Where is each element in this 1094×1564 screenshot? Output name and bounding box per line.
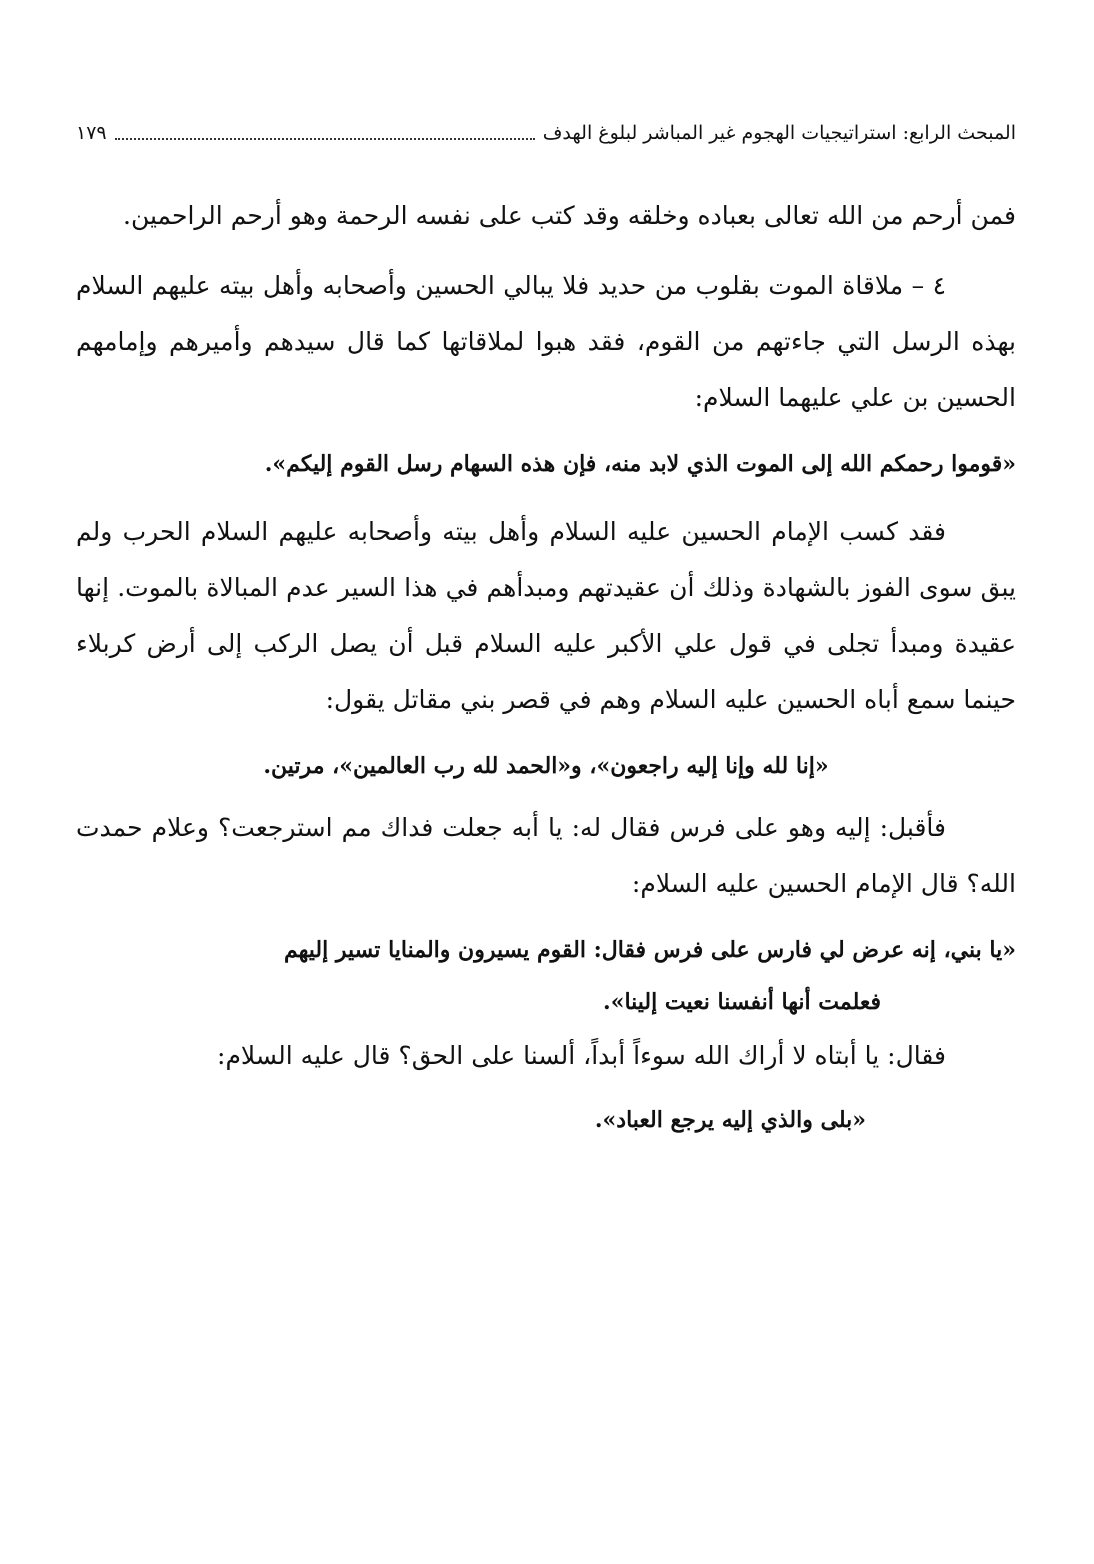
quote-4: «بلى والذي إليه يرجع العباد». — [594, 1107, 866, 1133]
quote-3-line-2: فعلمت أنها أنفسنا نعيت إلينا». — [603, 989, 881, 1015]
quote-3-line-1: «يا بني، إنه عرض لي فارس على فرس فقال: القوم يسيرون والمنايا تسير إليهم — [283, 937, 1016, 963]
leader-dots — [115, 138, 535, 140]
quote-1: «قوموا رحمكم الله إلى الموت الذي لابد منه، فإن هذه السهام رسل القوم إليكم». — [264, 451, 1016, 477]
running-header — [76, 118, 1016, 148]
quote-2: «إنا لله وإنا إليه راجعون»، و«الحمد لله رب العالمين»، مرتين. — [263, 753, 829, 779]
paragraph-5: فقال: يا أبتاه لا أراك الله سوءاً أبداً، ألسنا على الحق؟ قال عليه السلام: — [217, 1041, 946, 1070]
paragraph-3: فقد كسب الإمام الحسين عليه السلام وأهل بيته وأصحابه عليهم السلام الحرب ولم يبق سوى الفوز بالشهادة وذلك أن عقيدتهم ومبدأهم في هذا السير عدم المبالاة بالموت. إنها عقيدة ومبدأ تجلى في قول علي الأكبر عليه السلام قبل أن يصل الركب إلى أرض كربلاء حينما سمع أباه الحسين عليه السلام وهم في قصر بني مقاتل يقول: — [76, 517, 1016, 714]
chapter-section-title: المبحث الرابع: استراتيجيات الهجوم غير المباشر لبلوغ الهدف — [542, 122, 1016, 144]
paragraph-1: فمن أرحم من الله تعالى بعباده وخلقه وقد كتب على نفسه الرحمة وهو أرحم الراحمين. — [123, 201, 1016, 230]
paragraph-2: ٤ – ملاقاة الموت بقلوب من حديد فلا يبالي الحسين وأصحابه وأهل بيته عليهم السلام بهذه الرسل التي جاءتهم من القوم، فقد هبوا لملاقاتها كما قال سيدهم وأميرهم وإمامهم الحسين بن علي عليهما السلام: — [76, 271, 1016, 412]
page-body — [76, 188, 1016, 1146]
page-number: ١٧٩ — [76, 122, 107, 144]
paragraph-4: فأقبل: إليه وهو على فرس فقال له: يا أبه جعلت فداك مم استرجعت؟ وعلام حمدت الله؟ قال الإمام الحسين عليه السلام: — [76, 813, 1016, 898]
